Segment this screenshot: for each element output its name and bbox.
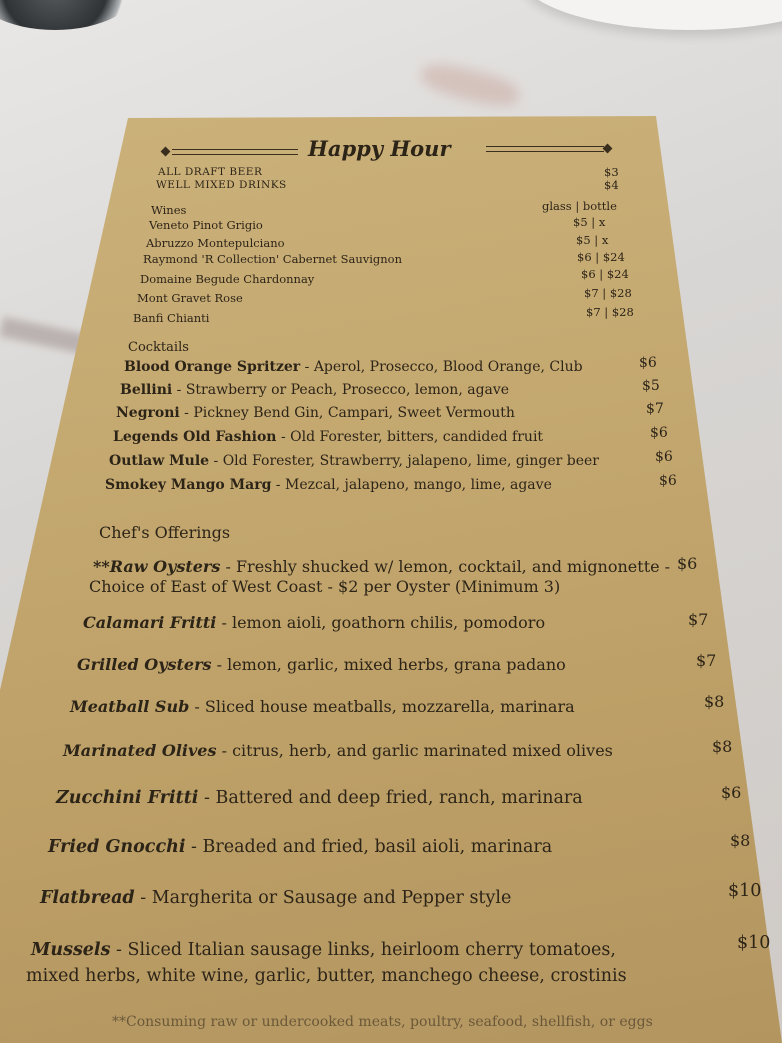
chef-item-desc: - citrus, herb, and garlic marinated mixed olives <box>216 741 613 760</box>
wine-name: Domaine Begude Chardonnay <box>140 272 315 286</box>
chef-item-desc: - Sliced Italian sausage links, heirloom cherry tomatoes, <box>110 940 616 960</box>
cocktail-price: $6 <box>659 473 677 489</box>
chef-item-name: Marinated Olives <box>63 741 217 760</box>
cocktail-item <box>109 453 599 469</box>
chef-item-desc: - Breaded and fried, basil aioli, marinara <box>185 837 553 857</box>
chef-item-name: Calamari Fritti <box>83 613 217 632</box>
ornament-rule-left <box>172 149 298 155</box>
chef-item <box>77 655 566 674</box>
chef-item-price: $10 <box>737 933 771 953</box>
chef-item-name: Fried Gnocchi <box>48 837 186 857</box>
cocktails-heading: Cocktails <box>128 340 189 355</box>
marble-vein <box>418 58 522 111</box>
wine-name: Abruzzo Montepulciano <box>146 236 285 250</box>
wine-price: $5 | x <box>573 215 606 229</box>
chef-item-name: Flatbread <box>40 888 135 908</box>
cocktail-price: $6 <box>639 355 657 371</box>
chef-item-desc: - Sliced house meatballs, mozzarella, marinara <box>189 697 575 716</box>
cocktail-name: Outlaw Mule <box>109 453 210 469</box>
chef-item <box>48 837 552 857</box>
chef-item-desc: - Freshly shucked w/ lemon, cocktail, and mignonette - <box>220 557 671 576</box>
cocktail-name: Blood Orange Spritzer <box>124 359 301 375</box>
cocktail-desc: - Strawberry or Peach, Prosecco, lemon, agave <box>172 382 510 398</box>
drinking-glass <box>0 0 140 30</box>
cocktail-desc: - Old Forester, Strawberry, jalapeno, lime, ginger beer <box>209 453 599 469</box>
wine-name: Raymond 'R Collection' Cabernet Sauvignon <box>143 252 402 266</box>
ornament-rule-right <box>486 146 604 152</box>
wine-name: Mont Gravet Rose <box>137 291 243 305</box>
cocktail-name: Negroni <box>116 405 180 421</box>
cocktail-desc: - Mezcal, jalapeno, mango, lime, agave <box>271 477 552 493</box>
cocktail-item <box>113 429 543 445</box>
chef-item-name: Meatball Sub <box>70 697 190 716</box>
drink-name: ALL DRAFT BEER <box>158 166 263 178</box>
chef-item <box>31 940 616 960</box>
wine-price: $7 | $28 <box>586 305 634 319</box>
plate <box>520 0 782 30</box>
chef-item <box>40 888 511 908</box>
chef-item-name: **Raw Oysters <box>93 557 221 576</box>
wines-columns: glass | bottle <box>542 199 617 213</box>
chef-item-price: $6 <box>677 554 698 573</box>
wine-price: $7 | $28 <box>584 286 632 300</box>
cocktail-item <box>120 382 509 398</box>
wine-price: $5 | x <box>576 233 609 247</box>
drink-price: $3 <box>604 165 619 179</box>
cocktail-name: Legends Old Fashion <box>113 429 277 445</box>
cocktail-price: $6 <box>655 449 673 465</box>
cocktail-item <box>105 477 552 493</box>
chef-item-name: Mussels <box>31 940 111 960</box>
cocktail-name: Bellini <box>120 382 173 398</box>
chef-item <box>83 613 545 632</box>
chef-item <box>56 788 583 808</box>
menu-title: Happy Hour <box>308 136 451 161</box>
footnote: **Consuming raw or undercooked meats, poultry, seafood, shellfish, or eggs <box>112 1014 653 1030</box>
drink-price: $4 <box>604 178 619 192</box>
wine-price: $6 | $24 <box>581 267 629 281</box>
chef-item-desc: - Battered and deep fried, ranch, marinara <box>198 788 583 808</box>
cocktail-desc: - Pickney Bend Gin, Campari, Sweet Vermouth <box>179 405 515 421</box>
wine-price: $6 | $24 <box>577 250 625 264</box>
chef-item-price: $8 <box>704 692 725 711</box>
chef-item-price: $7 <box>696 651 717 670</box>
drink-name: WELL MIXED DRINKS <box>156 179 287 191</box>
cocktail-item <box>116 405 515 421</box>
chef-item-name: Grilled Oysters <box>77 655 212 674</box>
chef-item-desc: - lemon, garlic, mixed herbs, grana padano <box>211 655 566 674</box>
chef-item-price: $8 <box>712 737 733 756</box>
chef-item-name: Zucchini Fritti <box>56 788 199 808</box>
chef-item-desc: - lemon aioli, goathorn chilis, pomodoro <box>216 613 546 632</box>
chef-item-desc2: Choice of East of West Coast - $2 per Oyster (Minimum 3) <box>89 577 561 596</box>
chef-item-price: $7 <box>688 610 709 629</box>
wine-name: Banfi Chianti <box>133 311 210 325</box>
cocktail-desc: - Aperol, Prosecco, Blood Orange, Club <box>300 359 583 375</box>
cocktail-price: $6 <box>650 425 668 441</box>
chef-item-price: $10 <box>728 881 762 901</box>
chef-item-price: $8 <box>730 831 751 850</box>
cocktail-item <box>124 359 583 375</box>
chef-item <box>70 697 575 716</box>
chef-item <box>93 557 670 576</box>
chef-item-desc2: mixed herbs, white wine, garlic, butter, manchego cheese, crostinis <box>26 966 627 986</box>
cocktail-price: $5 <box>642 378 660 394</box>
chefs-heading: Chef's Offerings <box>99 523 231 542</box>
cocktail-name: Smokey Mango Marg <box>105 477 272 493</box>
wines-heading: Wines <box>151 203 187 217</box>
wine-name: Veneto Pinot Grigio <box>149 218 263 232</box>
chef-item-price: $6 <box>721 783 742 802</box>
chef-item-desc: - Margherita or Sausage and Pepper style <box>134 888 512 908</box>
cocktail-price: $7 <box>646 401 664 417</box>
cocktail-desc: - Old Forester, bitters, candided fruit <box>276 429 544 445</box>
chef-item <box>63 741 613 760</box>
